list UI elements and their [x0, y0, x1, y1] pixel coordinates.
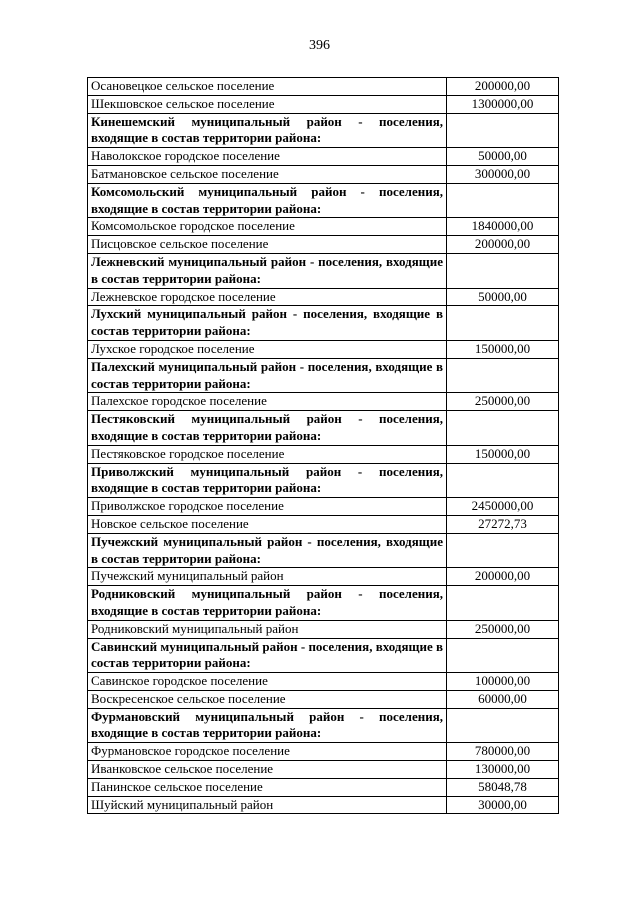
- settlement-name-cell: Палехское городское поселение: [88, 393, 447, 411]
- district-heading-row: [88, 306, 559, 341]
- table-row: [88, 515, 559, 533]
- table-row: [88, 288, 559, 306]
- amount-cell: 300000,00: [447, 165, 559, 183]
- amount-cell: [447, 253, 559, 288]
- amount-cell: 27272,73: [447, 515, 559, 533]
- table-row: [88, 78, 559, 96]
- amount-cell: 30000,00: [447, 796, 559, 814]
- table-row: [88, 690, 559, 708]
- amount-cell: 100000,00: [447, 673, 559, 691]
- settlement-name-cell: Воскресенское сельское поселение: [88, 690, 447, 708]
- settlement-name-cell: Шекшовское сельское поселение: [88, 95, 447, 113]
- settlement-name-cell: Осановецкое сельское поселение: [88, 78, 447, 96]
- district-heading-row: [88, 113, 559, 148]
- amount-cell: 2450000,00: [447, 498, 559, 516]
- table-row: [88, 393, 559, 411]
- table-row: [88, 95, 559, 113]
- amount-cell: 130000,00: [447, 761, 559, 779]
- settlement-name-cell: Новское сельское поселение: [88, 515, 447, 533]
- settlement-name-cell: Родниковский муниципальный район: [88, 620, 447, 638]
- amount-cell: 60000,00: [447, 690, 559, 708]
- amount-cell: 1300000,00: [447, 95, 559, 113]
- district-heading-cell: Фурмановский муниципальный район - поселения, входящие в состав территории района:: [88, 708, 447, 743]
- amount-cell: 1840000,00: [447, 218, 559, 236]
- amount-cell: 200000,00: [447, 568, 559, 586]
- settlement-name-cell: Лежневское городское поселение: [88, 288, 447, 306]
- district-heading-cell: Комсомольский муниципальный район - поселения, входящие в состав территории района:: [88, 183, 447, 218]
- table-row: [88, 568, 559, 586]
- district-heading-row: [88, 638, 559, 673]
- district-heading-cell: Приволжский муниципальный район - поселения, входящие в состав территории района:: [88, 463, 447, 498]
- settlement-name-cell: Лухское городское поселение: [88, 340, 447, 358]
- table-body: [88, 78, 559, 814]
- amount-cell: [447, 638, 559, 673]
- settlement-name-cell: Фурмановское городское поселение: [88, 743, 447, 761]
- district-heading-cell: Пестяковский муниципальный район - поселения, входящие в состав территории района:: [88, 411, 447, 446]
- amount-cell: [447, 358, 559, 393]
- settlement-name-cell: Шуйский муниципальный район: [88, 796, 447, 814]
- district-heading-row: [88, 411, 559, 446]
- amount-cell: 780000,00: [447, 743, 559, 761]
- amount-cell: 250000,00: [447, 620, 559, 638]
- table-row: [88, 498, 559, 516]
- amount-cell: [447, 411, 559, 446]
- amount-cell: 50000,00: [447, 148, 559, 166]
- settlement-name-cell: Батмановское сельское поселение: [88, 165, 447, 183]
- district-heading-row: [88, 253, 559, 288]
- amount-cell: [447, 708, 559, 743]
- page-number: 396: [309, 38, 330, 53]
- district-heading-cell: Лежневский муниципальный район - поселения, входящие в состав территории района:: [88, 253, 447, 288]
- table-row: [88, 673, 559, 691]
- settlement-name-cell: Приволжское городское поселение: [88, 498, 447, 516]
- settlement-name-cell: Писцовское сельское поселение: [88, 236, 447, 254]
- district-heading-row: [88, 708, 559, 743]
- table-row: [88, 340, 559, 358]
- amount-cell: [447, 113, 559, 148]
- amount-cell: 50000,00: [447, 288, 559, 306]
- settlement-name-cell: Пестяковское городское поселение: [88, 445, 447, 463]
- amount-cell: 150000,00: [447, 340, 559, 358]
- amount-cell: [447, 586, 559, 621]
- amount-cell: [447, 463, 559, 498]
- district-heading-row: [88, 358, 559, 393]
- table-row: [88, 743, 559, 761]
- table-row: [88, 620, 559, 638]
- table-row: [88, 778, 559, 796]
- amount-cell: 200000,00: [447, 78, 559, 96]
- amount-cell: 250000,00: [447, 393, 559, 411]
- amount-cell: 200000,00: [447, 236, 559, 254]
- district-heading-cell: Кинешемский муниципальный район - поселения, входящие в состав территории района:: [88, 113, 447, 148]
- district-heading-cell: Палехский муниципальный район - поселения, входящие в состав территории района:: [88, 358, 447, 393]
- table-row: [88, 218, 559, 236]
- district-heading-row: [88, 533, 559, 568]
- settlement-name-cell: Комсомольское городское поселение: [88, 218, 447, 236]
- settlement-name-cell: Наволокское городское поселение: [88, 148, 447, 166]
- settlement-name-cell: Панинское сельское поселение: [88, 778, 447, 796]
- district-heading-row: [88, 183, 559, 218]
- table-row: [88, 148, 559, 166]
- table-row: [88, 761, 559, 779]
- settlement-name-cell: Савинское городское поселение: [88, 673, 447, 691]
- district-heading-cell: Лухский муниципальный район - поселения, входящие в состав территории района:: [88, 306, 447, 341]
- amount-cell: [447, 533, 559, 568]
- allocation-table: [87, 77, 559, 814]
- district-heading-cell: Савинский муниципальный район - поселения, входящие в состав территории района:: [88, 638, 447, 673]
- amount-cell: 150000,00: [447, 445, 559, 463]
- amount-cell: [447, 183, 559, 218]
- table-row: [88, 796, 559, 814]
- table-row: [88, 165, 559, 183]
- table-row: [88, 445, 559, 463]
- settlement-name-cell: Пучежский муниципальный район: [88, 568, 447, 586]
- amount-cell: 58048,78: [447, 778, 559, 796]
- table-row: [88, 236, 559, 254]
- district-heading-row: [88, 586, 559, 621]
- settlement-name-cell: Иванковское сельское поселение: [88, 761, 447, 779]
- district-heading-cell: Пучежский муниципальный район - поселения, входящие в состав территории района:: [88, 533, 447, 568]
- amount-cell: [447, 306, 559, 341]
- district-heading-row: [88, 463, 559, 498]
- district-heading-cell: Родниковский муниципальный район - поселения, входящие в состав территории района:: [88, 586, 447, 621]
